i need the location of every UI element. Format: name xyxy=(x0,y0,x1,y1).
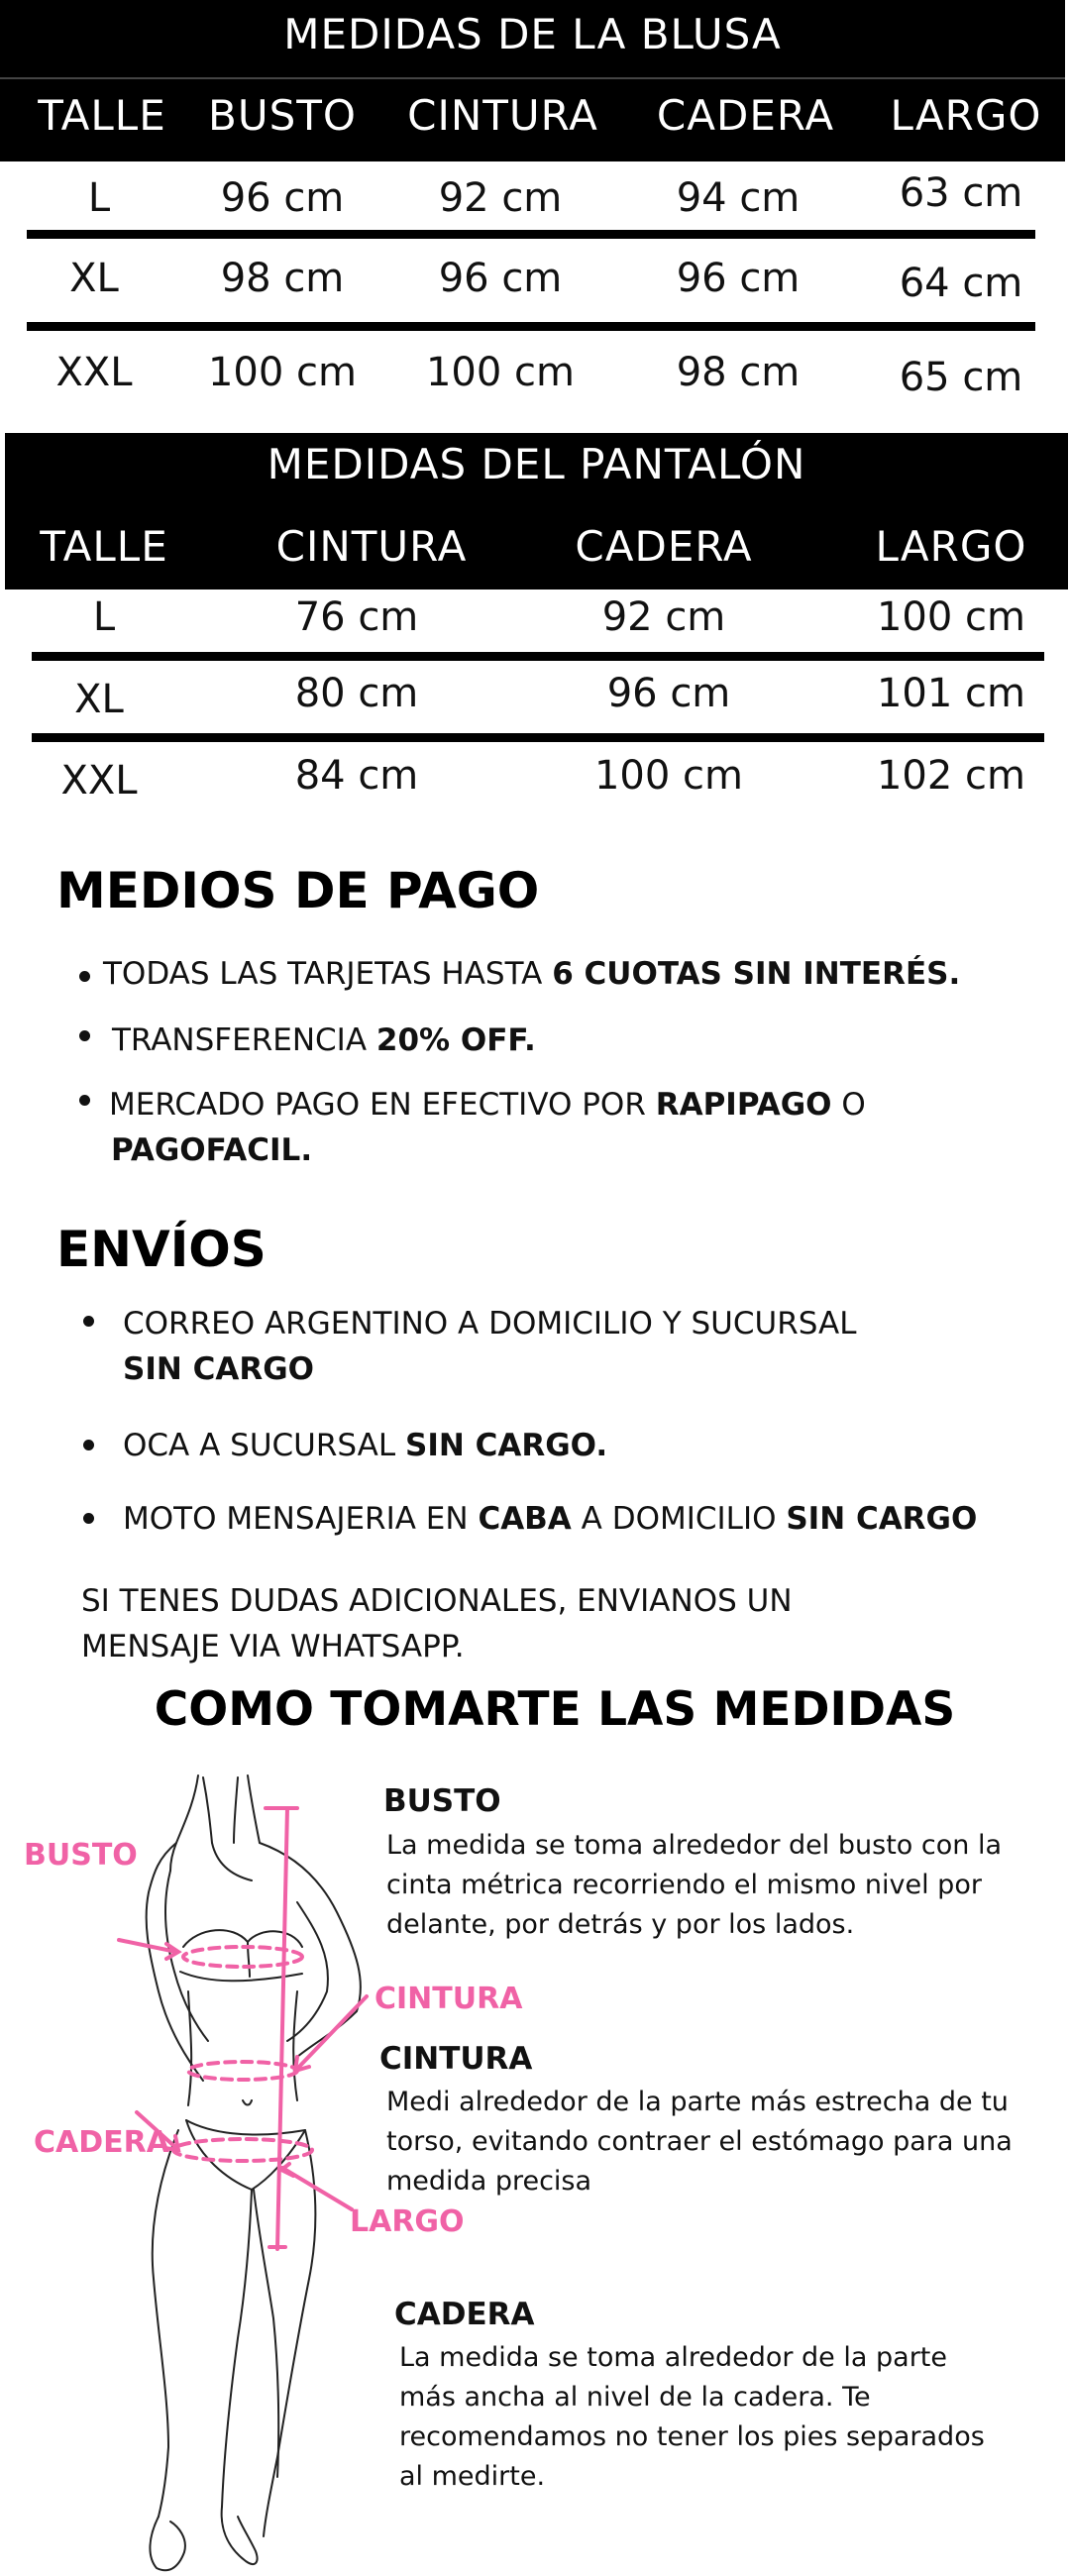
pago-item-text: TODAS LAS TARJETAS HASTA xyxy=(103,956,553,992)
cell: 96 cm xyxy=(676,256,801,301)
desc-line: delante, por detrás y por los lados. xyxy=(386,1909,855,1940)
pantalon-row-divider xyxy=(32,733,1044,742)
desc-line: Medi alrededor de la parte más estrecha de tu xyxy=(386,2087,1009,2117)
bullet-icon xyxy=(79,971,90,982)
label-cadera: CADERA xyxy=(34,2125,169,2160)
desc-line: cinta métrica recorriendo el mismo nivel por xyxy=(386,1870,982,1900)
desc-busto-title: BUSTO xyxy=(383,1783,501,1819)
blusa-col-cintura: CINTURA xyxy=(407,91,598,140)
envios-item-correo xyxy=(123,1301,856,1392)
cell: 98 cm xyxy=(220,256,345,301)
cell: 65 cm xyxy=(899,355,1023,400)
desc-line: La medida se toma alrededor del busto con la xyxy=(386,1830,1002,1861)
desc-line: al medirte. xyxy=(399,2461,546,2492)
desc-line: más ancha al nivel de la cadera. Te xyxy=(399,2382,871,2413)
desc-cadera-text xyxy=(399,2338,985,2497)
envios-title: ENVÍOS xyxy=(56,1221,267,1278)
desc-busto-text xyxy=(386,1826,1002,1945)
pago-item-tarjetas xyxy=(103,951,960,997)
blusa-col-busto: BUSTO xyxy=(208,91,357,140)
blusa-col-talle: TALLE xyxy=(38,91,166,140)
cell: XL xyxy=(74,677,124,722)
cell: 94 cm xyxy=(676,175,801,221)
cell: XXL xyxy=(55,350,133,395)
envios-item-bold: CABA xyxy=(478,1501,572,1537)
envios-item-text: MOTO MENSAJERIA EN xyxy=(123,1501,479,1537)
envios-item-moto xyxy=(123,1496,977,1542)
blusa-row-divider xyxy=(27,230,1035,239)
envios-note-line: MENSAJE VIA WHATSAPP. xyxy=(81,1629,465,1664)
cell: 100 cm xyxy=(207,350,358,395)
pago-item-text: TRANSFERENCIA xyxy=(112,1022,376,1058)
cell: 100 cm xyxy=(876,594,1026,640)
pago-item-bold: 6 CUOTAS SIN INTERÉS. xyxy=(552,956,961,992)
cell: L xyxy=(87,175,111,221)
cell: 100 cm xyxy=(425,350,576,395)
label-busto: BUSTO xyxy=(24,1838,138,1873)
bullet-icon xyxy=(79,1095,90,1106)
envios-item-bold: SIN CARGO xyxy=(786,1501,978,1537)
pago-item-bold: 20% OFF. xyxy=(375,1022,536,1058)
cell: 96 cm xyxy=(438,256,563,301)
pantalon-title: MEDIDAS DEL PANTALÓN xyxy=(267,440,806,488)
pago-title: MEDIOS DE PAGO xyxy=(56,862,540,919)
cell: 92 cm xyxy=(438,175,563,221)
blusa-header-divider xyxy=(0,77,1065,79)
blusa-title: MEDIDAS DE LA BLUSA xyxy=(283,10,782,58)
cell: 102 cm xyxy=(876,753,1026,799)
envios-item-bold: SIN CARGO xyxy=(123,1351,315,1387)
pago-item-transferencia xyxy=(112,1018,536,1063)
desc-cintura-title: CINTURA xyxy=(379,2041,533,2077)
pago-item-mercadopago xyxy=(109,1082,1001,1173)
cell: 98 cm xyxy=(676,350,801,395)
blusa-col-largo: LARGO xyxy=(890,91,1042,140)
cell: 76 cm xyxy=(294,594,419,640)
cell: XL xyxy=(69,256,119,301)
pantalon-row-divider xyxy=(32,652,1044,661)
bullet-icon xyxy=(83,1316,94,1327)
measurement-guides xyxy=(0,1764,396,2576)
pantalon-col-cadera: CADERA xyxy=(575,522,753,571)
blusa-row-divider xyxy=(27,322,1035,331)
desc-cadera-title: CADERA xyxy=(394,2297,535,2332)
pantalon-col-talle: TALLE xyxy=(40,522,168,571)
desc-cintura-text xyxy=(386,2083,1013,2201)
envios-item-text: A DOMICILIO xyxy=(571,1501,787,1537)
cell: 63 cm xyxy=(899,170,1023,216)
envios-note-line: SI TENES DUDAS ADICIONALES, ENVIANOS UN xyxy=(81,1583,793,1619)
pago-item-text: O xyxy=(831,1087,866,1123)
label-largo: LARGO xyxy=(350,2204,465,2239)
cell: 80 cm xyxy=(294,671,419,716)
cell: 96 cm xyxy=(606,671,731,716)
pantalon-col-cintura: CINTURA xyxy=(275,522,468,571)
cell: XXL xyxy=(60,758,138,804)
envios-item-text: CORREO ARGENTINO A DOMICILIO Y SUCURSAL xyxy=(123,1306,857,1342)
envios-item-oca xyxy=(123,1423,607,1468)
cell: L xyxy=(92,594,116,640)
desc-line: recomendamos no tener los pies separados xyxy=(399,2421,985,2452)
medidas-title: COMO TOMARTE LAS MEDIDAS xyxy=(154,1682,956,1737)
cell: 84 cm xyxy=(294,753,419,799)
desc-line: medida precisa xyxy=(386,2166,592,2197)
cell: 96 cm xyxy=(220,175,345,221)
pago-item-bold: RAPIPAGO xyxy=(655,1087,832,1123)
desc-line: torso, evitando contraer el estómago para una xyxy=(386,2126,1013,2157)
cell: 64 cm xyxy=(899,261,1023,306)
envios-note xyxy=(81,1578,793,1669)
pantalon-col-largo: LARGO xyxy=(875,522,1027,571)
blusa-col-cadera: CADERA xyxy=(656,91,835,140)
pago-item-bold: PAGOFACIL. xyxy=(111,1132,313,1168)
envios-item-bold: SIN CARGO. xyxy=(405,1428,608,1463)
envios-item-text: OCA A SUCURSAL xyxy=(123,1428,405,1463)
bullet-icon xyxy=(83,1440,94,1450)
cell: 100 cm xyxy=(593,753,744,799)
bullet-icon xyxy=(83,1513,94,1524)
desc-line: La medida se toma alrededor de la parte xyxy=(399,2342,947,2373)
pago-item-text: MERCADO PAGO EN EFECTIVO POR xyxy=(109,1087,656,1123)
bullet-icon xyxy=(79,1030,90,1041)
label-cintura: CINTURA xyxy=(374,1982,523,2016)
cell: 92 cm xyxy=(601,594,726,640)
cell: 101 cm xyxy=(876,671,1026,716)
